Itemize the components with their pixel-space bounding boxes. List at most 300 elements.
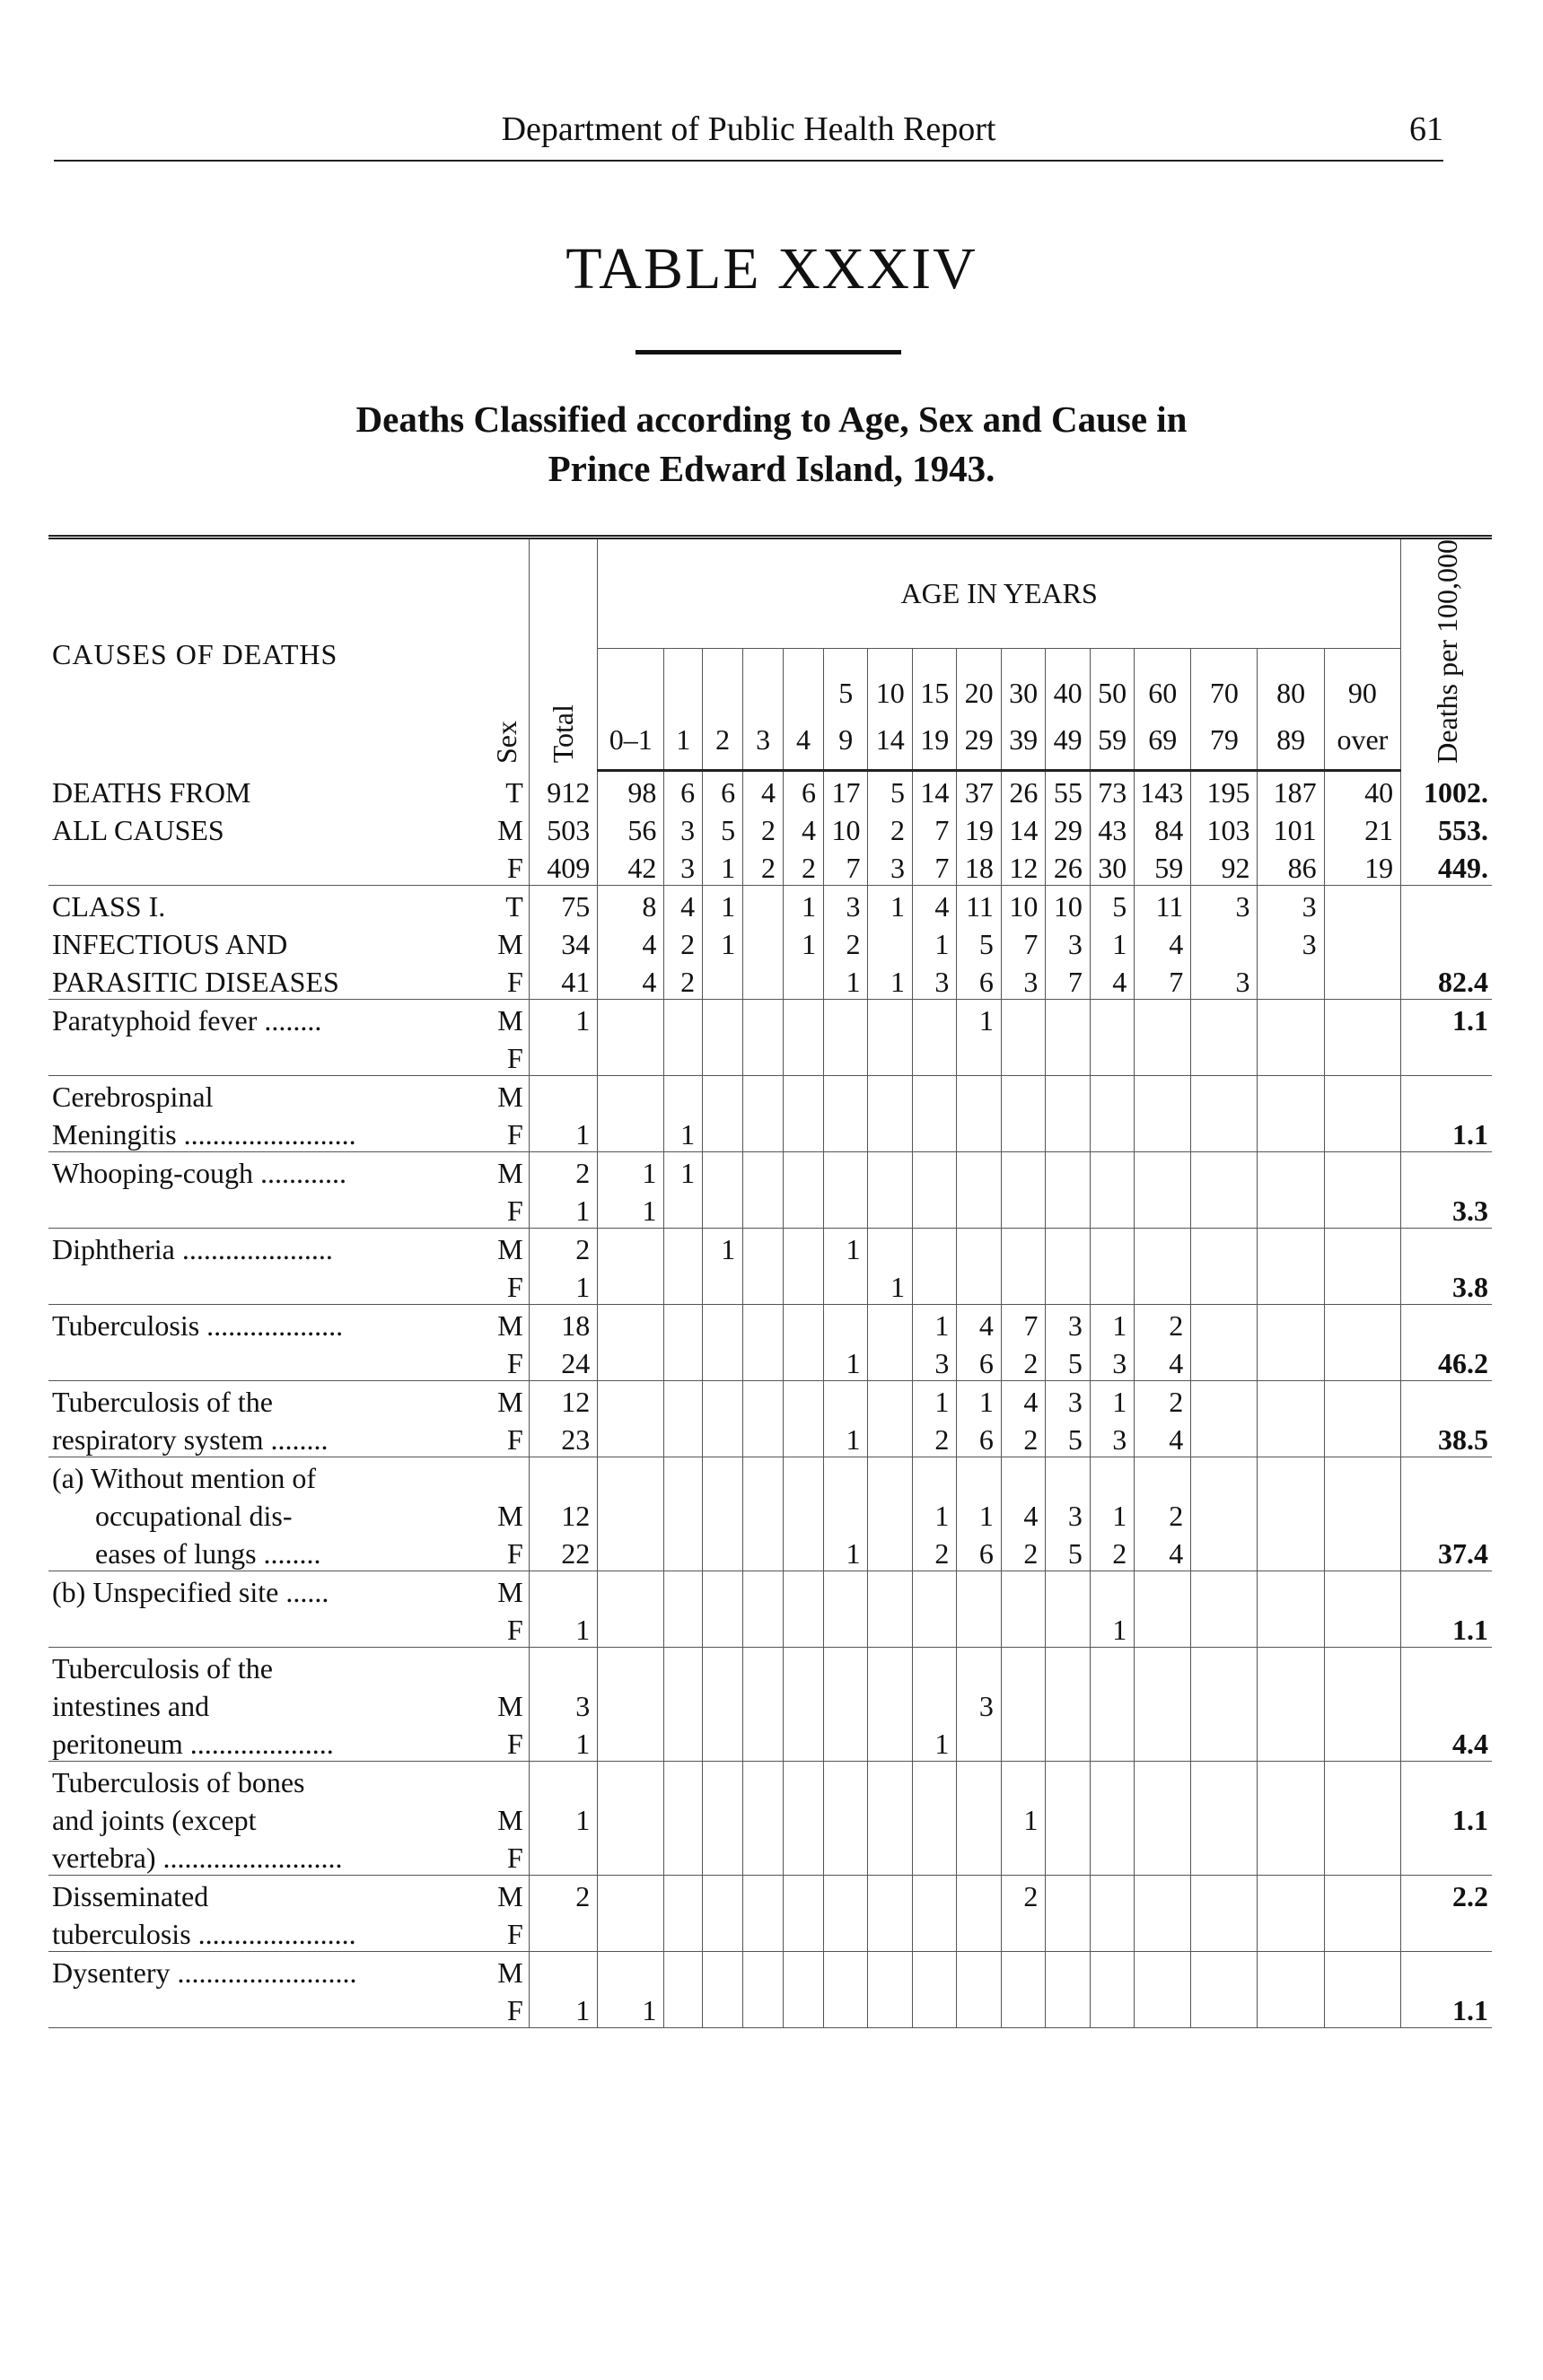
age-cell: [1324, 1723, 1400, 1762]
age-cell: [743, 1305, 784, 1343]
age-cell: [598, 1305, 664, 1343]
age-cell: [957, 1076, 1001, 1115]
age-cell: [957, 1952, 1001, 1991]
age-cell: [868, 1305, 912, 1343]
age-cell: [664, 1229, 703, 1267]
age-cell: [868, 1229, 912, 1267]
age-cell: [1191, 1076, 1258, 1115]
table-row: [48, 1913, 1492, 1952]
age-cell: 5: [868, 771, 912, 810]
age-cell: [1046, 1266, 1090, 1305]
age-cell: [703, 1266, 743, 1305]
age-cell: [912, 1190, 956, 1229]
cause-cell: Paratyphoid fever ........: [52, 1004, 322, 1037]
age-cell: [1046, 1000, 1090, 1038]
age-header-top-2: [703, 649, 743, 711]
age-cell: [743, 1000, 784, 1038]
age-cell: [868, 923, 912, 961]
age-cell: [1001, 1229, 1045, 1267]
age-cell: [598, 1799, 664, 1837]
cause-cell: Cerebrospinal: [52, 1081, 214, 1114]
age-cell: [743, 1076, 784, 1115]
age-cell: 2: [824, 923, 868, 961]
cause-cell: (a) Without mention of: [52, 1462, 317, 1495]
age-cell: 7: [1001, 1305, 1045, 1343]
age-cell: 2: [1001, 1343, 1045, 1381]
age-cell: [1324, 1266, 1400, 1305]
age-cell: 1: [1090, 1381, 1134, 1420]
age-cell: [784, 1457, 824, 1496]
age-cell: [1324, 1229, 1400, 1267]
age-cell: [1324, 1037, 1400, 1076]
age-cell: [1135, 1685, 1191, 1723]
age-cell: [598, 1685, 664, 1723]
age-cell: [1001, 1913, 1045, 1952]
cause-cell: Tuberculosis ...................: [52, 1309, 344, 1343]
age-cell: [1135, 1723, 1191, 1762]
page-header: [54, 106, 1443, 162]
age-cell: 1: [1090, 923, 1134, 961]
sex-cell: M: [497, 1690, 523, 1723]
table-row: [48, 1609, 1492, 1648]
age-cell: [703, 1913, 743, 1952]
age-cell: [1090, 1952, 1134, 1991]
age-cell: [784, 1723, 824, 1762]
age-cell: [1046, 1685, 1090, 1723]
age-cell: [1001, 1648, 1045, 1686]
age-cell: [957, 1990, 1001, 2028]
cause-cell: tuberculosis ......................: [48, 1913, 485, 1952]
age-cell: [1258, 1229, 1324, 1267]
total-cell: 912: [529, 771, 597, 810]
age-cell: [1135, 1229, 1191, 1267]
age-cell: [1090, 1152, 1134, 1191]
age-cell: [743, 1648, 784, 1686]
age-cell: [1090, 1457, 1134, 1496]
table-row: [48, 1190, 1492, 1229]
age-cell: [784, 1913, 824, 1952]
rate-cell: [1401, 1913, 1492, 1952]
age-cell: [912, 1266, 956, 1305]
sex-cell: T: [505, 776, 523, 809]
age-cell: [912, 1152, 956, 1191]
total-cell: [529, 1648, 597, 1686]
rate-cell: [1401, 1952, 1492, 1991]
age-cell: [1324, 1990, 1400, 2028]
age-cell: 19: [957, 809, 1001, 847]
age-cell: 4: [1135, 1533, 1191, 1571]
age-cell: [784, 1000, 824, 1038]
age-cell: [1324, 1762, 1400, 1800]
rate-cell: [1401, 1037, 1492, 1076]
age-cell: [868, 1952, 912, 1991]
age-cell: 3: [1046, 923, 1090, 961]
age-cell: [664, 1343, 703, 1381]
cause-cell: Meningitis ........................: [48, 1114, 485, 1152]
sex-cell: M: [497, 814, 523, 847]
age-cell: [598, 1266, 664, 1305]
age-cell: [824, 1648, 868, 1686]
rate-cell: 38.5: [1401, 1419, 1492, 1457]
age-cell: [703, 1152, 743, 1191]
total-cell: 1: [529, 1000, 597, 1038]
age-cell: 8: [598, 886, 664, 924]
age-cell: [1191, 1799, 1258, 1837]
age-cell: 3: [824, 886, 868, 924]
age-cell: [664, 1762, 703, 1800]
sex-cell: M: [497, 1004, 523, 1037]
age-cell: [743, 1913, 784, 1952]
age-cell: [824, 1152, 868, 1191]
age-cell: [664, 1685, 703, 1723]
age-header-bottom-8: 29: [957, 710, 1001, 770]
age-cell: [743, 1495, 784, 1533]
sex-cell: M: [497, 1880, 523, 1913]
table-row: [48, 1762, 1492, 1800]
age-cell: [868, 1648, 912, 1686]
sex-cell: [485, 1457, 529, 1496]
age-cell: [703, 1837, 743, 1876]
cause-cell: [48, 1343, 485, 1381]
age-cell: [784, 1343, 824, 1381]
age-cell: 3: [1001, 961, 1045, 1000]
age-cell: 26: [1001, 771, 1045, 810]
age-cell: [1046, 1609, 1090, 1648]
age-cell: [1191, 1837, 1258, 1876]
age-cell: [824, 1381, 868, 1420]
age-cell: 3: [1046, 1305, 1090, 1343]
age-cell: [664, 1305, 703, 1343]
age-cell: [1001, 1685, 1045, 1723]
table-row: [48, 771, 1492, 810]
total-cell: [529, 1837, 597, 1876]
age-cell: [703, 961, 743, 1000]
age-header-top-11: 50: [1090, 649, 1134, 711]
age-cell: 17: [824, 771, 868, 810]
age-cell: [743, 1533, 784, 1571]
age-header-top-9: 30: [1001, 649, 1045, 711]
age-cell: [1324, 886, 1400, 924]
age-cell: [703, 1190, 743, 1229]
age-cell: [664, 1495, 703, 1533]
age-cell: [743, 1266, 784, 1305]
age-cell: 7: [1046, 961, 1090, 1000]
cause-cell: Whooping-cough ............: [52, 1157, 346, 1190]
age-cell: [1258, 1609, 1324, 1648]
age-cell: 2: [743, 809, 784, 847]
age-cell: [1191, 1229, 1258, 1267]
total-cell: [529, 1762, 597, 1800]
age-cell: [784, 1952, 824, 1991]
age-cell: [1324, 1533, 1400, 1571]
age-cell: [1324, 1343, 1400, 1381]
sex-cell: [485, 1648, 529, 1686]
age-cell: [1135, 1876, 1191, 1914]
table-row: [48, 1381, 1492, 1420]
total-cell: 24: [529, 1343, 597, 1381]
age-cell: [1258, 1076, 1324, 1115]
table-row: [48, 1990, 1492, 2028]
table-row: [48, 847, 1492, 886]
age-cell: [598, 1076, 664, 1115]
sex-cell: F: [485, 1266, 529, 1305]
age-cell: [1258, 961, 1324, 1000]
age-cell: 143: [1135, 771, 1191, 810]
age-cell: [1258, 1457, 1324, 1496]
sex-cell: F: [485, 1913, 529, 1952]
age-cell: [1324, 1571, 1400, 1610]
table-row: [48, 1266, 1492, 1305]
age-header-top-10: 40: [1046, 649, 1090, 711]
age-cell: [1090, 1685, 1134, 1723]
age-cell: [1135, 1837, 1191, 1876]
age-cell: 92: [1191, 847, 1258, 886]
age-cell: 1: [598, 1152, 664, 1191]
age-cell: 1: [868, 886, 912, 924]
sex-cell: M: [497, 1576, 523, 1609]
cause-cell: [48, 1037, 485, 1076]
age-cell: [868, 1037, 912, 1076]
rate-cell: [1401, 1762, 1492, 1800]
age-cell: 1: [912, 1381, 956, 1420]
age-cell: [664, 1913, 703, 1952]
age-header-bottom-9: 39: [1001, 710, 1045, 770]
age-cell: [1001, 1571, 1045, 1610]
table-row: [48, 1876, 1492, 1914]
age-cell: [957, 1114, 1001, 1152]
age-cell: [912, 1799, 956, 1837]
cause-cell: (b) Unspecified site ......: [52, 1576, 329, 1609]
cause-cell: [48, 1266, 485, 1305]
table-row: [48, 1000, 1492, 1038]
age-header-bottom-14: 89: [1258, 710, 1324, 770]
age-cell: [784, 1876, 824, 1914]
age-cell: 1: [912, 1305, 956, 1343]
age-header-bottom-11: 59: [1090, 710, 1134, 770]
age-cell: 4: [664, 886, 703, 924]
age-header-top-4: [784, 649, 824, 711]
age-cell: [1324, 1076, 1400, 1115]
age-cell: [824, 1037, 868, 1076]
age-cell: [664, 1266, 703, 1305]
total-cell: 75: [529, 886, 597, 924]
age-cell: 43: [1090, 809, 1134, 847]
rate-cell: [1401, 1152, 1492, 1191]
age-cell: [1135, 1037, 1191, 1076]
age-cell: [703, 1037, 743, 1076]
age-cell: [868, 1114, 912, 1152]
age-cell: 3: [957, 1685, 1001, 1723]
age-cell: 1: [1090, 1609, 1134, 1648]
table-row: [48, 1685, 1492, 1723]
age-cell: [868, 1076, 912, 1115]
age-cell: [912, 1990, 956, 2028]
age-cell: 1: [784, 923, 824, 961]
cause-cell: [48, 1990, 485, 2028]
age-cell: 1: [868, 1266, 912, 1305]
table-row: [48, 1457, 1492, 1496]
age-cell: 1: [868, 961, 912, 1000]
age-cell: [1324, 1419, 1400, 1457]
age-cell: [784, 1229, 824, 1267]
age-cell: [1090, 1876, 1134, 1914]
age-cell: 2: [1001, 1533, 1045, 1571]
age-cell: [784, 1533, 824, 1571]
rate-cell: [1401, 1685, 1492, 1723]
age-cell: [957, 1648, 1001, 1686]
sex-cell: M: [497, 1081, 523, 1114]
age-cell: 4: [957, 1305, 1001, 1343]
age-cell: [1258, 1837, 1324, 1876]
age-cell: [743, 1609, 784, 1648]
age-cell: [1324, 1685, 1400, 1723]
age-cell: [703, 1114, 743, 1152]
age-cell: [1191, 1190, 1258, 1229]
table-row: [48, 961, 1492, 1000]
age-cell: [1258, 1799, 1324, 1837]
age-cell: [1090, 1229, 1134, 1267]
age-cell: 1: [703, 923, 743, 961]
age-cell: [743, 1685, 784, 1723]
table-row: [48, 1533, 1492, 1571]
age-cell: [784, 1685, 824, 1723]
total-cell: [529, 1913, 597, 1952]
age-cell: 2: [868, 809, 912, 847]
age-cell: [957, 1876, 1001, 1914]
age-cell: 7: [912, 809, 956, 847]
age-cell: [743, 1229, 784, 1267]
age-cell: [703, 1609, 743, 1648]
cause-cell: [48, 1190, 485, 1229]
age-cell: [1135, 1913, 1191, 1952]
age-cell: [912, 1571, 956, 1610]
age-cell: [598, 1837, 664, 1876]
table-row: [48, 809, 1492, 847]
age-cell: 1: [784, 886, 824, 924]
rate-cell: [1401, 886, 1492, 924]
age-cell: [743, 1723, 784, 1762]
age-cell: [598, 1913, 664, 1952]
age-cell: [824, 1837, 868, 1876]
age-cell: [664, 1076, 703, 1115]
table-subtitle: [0, 395, 1543, 494]
rate-cell: [1401, 1495, 1492, 1533]
age-cell: [1258, 1648, 1324, 1686]
age-cell: [664, 1876, 703, 1914]
age-cell: [1046, 1152, 1090, 1191]
age-header-top-0: [598, 649, 664, 711]
age-cell: [598, 1457, 664, 1496]
age-cell: [912, 1648, 956, 1686]
age-cell: [1135, 1609, 1191, 1648]
age-cell: [598, 1762, 664, 1800]
age-cell: [1001, 1723, 1045, 1762]
age-cell: [1324, 1305, 1400, 1343]
causes-header: [48, 538, 485, 771]
age-cell: [912, 1876, 956, 1914]
age-cell: 2: [1135, 1381, 1191, 1420]
age-cell: 1: [703, 1229, 743, 1267]
age-cell: [1191, 1533, 1258, 1571]
age-cell: 2: [1090, 1533, 1134, 1571]
age-cell: [868, 1609, 912, 1648]
rate-cell: 3.3: [1401, 1190, 1492, 1229]
age-cell: [1191, 1913, 1258, 1952]
age-cell: [1258, 1419, 1324, 1457]
age-cell: 56: [598, 809, 664, 847]
age-cell: [1046, 1229, 1090, 1267]
rate-cell: [1401, 1305, 1492, 1343]
age-cell: 6: [664, 771, 703, 810]
age-cell: [1258, 1114, 1324, 1152]
age-cell: [1258, 1266, 1324, 1305]
age-cell: 3: [868, 847, 912, 886]
age-cell: 3: [1090, 1419, 1134, 1457]
sex-cell: F: [485, 847, 529, 886]
total-cell: 12: [529, 1495, 597, 1533]
age-cell: 3: [1046, 1381, 1090, 1420]
age-cell: [664, 1571, 703, 1610]
age-cell: [824, 1190, 868, 1229]
age-cell: [1046, 1762, 1090, 1800]
table-row: [48, 923, 1492, 961]
page-number: 61: [1409, 110, 1443, 148]
age-cell: [824, 1305, 868, 1343]
total-cell: 1: [529, 1723, 597, 1762]
age-cell: [1324, 1609, 1400, 1648]
age-cell: [598, 1000, 664, 1038]
rate-cell: 449.: [1401, 847, 1492, 886]
age-cell: [824, 1000, 868, 1038]
age-cell: 1: [957, 1495, 1001, 1533]
age-cell: [1090, 1076, 1134, 1115]
age-cell: [598, 1876, 664, 1914]
age-cell: [703, 1533, 743, 1571]
age-cell: 3: [664, 809, 703, 847]
age-cell: [868, 1685, 912, 1723]
age-cell: 4: [1135, 1343, 1191, 1381]
cause-cell: DEATHS FROM: [52, 776, 251, 809]
age-cell: [664, 1952, 703, 1991]
age-cell: [743, 1990, 784, 2028]
rate-cell: 4.4: [1401, 1723, 1492, 1762]
age-cell: [1191, 1876, 1258, 1914]
age-header-top-13: 70: [1191, 649, 1258, 711]
age-cell: [868, 1343, 912, 1381]
age-cell: [1046, 1837, 1090, 1876]
cause-cell: and joints (except: [52, 1804, 257, 1837]
cause-cell: peritoneum ....................: [48, 1723, 485, 1762]
age-cell: [1258, 1723, 1324, 1762]
cause-cell: CLASS I.: [52, 890, 166, 923]
table-row: [48, 1114, 1492, 1152]
rate-cell: [1401, 1837, 1492, 1876]
age-cell: 5: [1046, 1533, 1090, 1571]
age-cell: 6: [703, 771, 743, 810]
age-cell: [912, 1037, 956, 1076]
age-cell: [868, 1723, 912, 1762]
age-cell: [912, 1952, 956, 1991]
age-header-top-8: 20: [957, 649, 1001, 711]
cause-cell: respiratory system ........: [48, 1419, 485, 1457]
age-cell: [868, 1495, 912, 1533]
age-cell: [1135, 1266, 1191, 1305]
age-cell: [598, 1343, 664, 1381]
age-cell: [1090, 1648, 1134, 1686]
age-cell: [868, 1457, 912, 1496]
table-row: [48, 1952, 1492, 1991]
age-cell: [957, 1152, 1001, 1191]
